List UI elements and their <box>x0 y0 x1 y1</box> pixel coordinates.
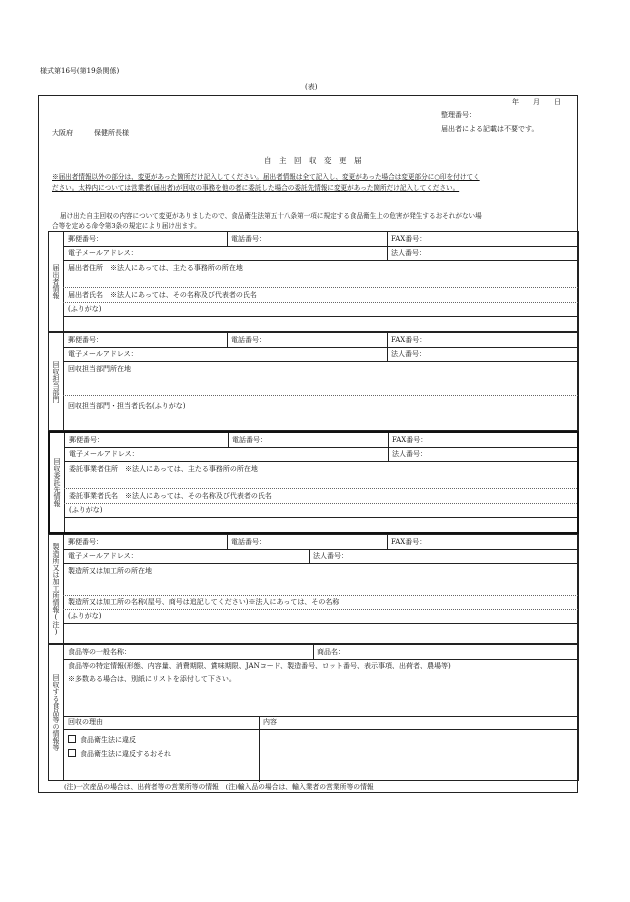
recall-dept-person[interactable]: 回収担当部門・担当者氏名(ふりがな) <box>68 402 186 410</box>
applicant-furigana[interactable]: (ふりがな) <box>68 305 102 313</box>
option-possible-violation[interactable] <box>68 749 171 758</box>
date-field[interactable]: 年 月 日 <box>512 98 561 106</box>
contractor-fax[interactable]: FAX番号： <box>392 436 428 444</box>
applicant-postal[interactable]: 郵便番号： <box>68 235 103 243</box>
page-title: 自 主 回 収 変 更 届 <box>264 156 362 165</box>
applicant-section-label: 届出者情報 <box>52 264 60 299</box>
contractor-email[interactable]: 電子メールアドレス： <box>69 450 139 458</box>
recall-dept-fax[interactable]: FAX番号： <box>391 336 427 344</box>
manufacturer-section-label: 製造所又は加工所情報(注) <box>52 542 60 636</box>
option-possible-violation-label: 食品衛生法に違反するおそれ <box>80 750 171 758</box>
applicant-section <box>48 231 579 332</box>
food-general-name[interactable]: 食品等の一般名称： <box>68 648 131 656</box>
intro-line-1: 届け出た自主回収の内容について変更がありましたので、食品衛生法第五十八条第一項に規定する食品衛生上の危害が発生するおそれがない場 <box>60 212 482 220</box>
possible-violation-checkbox[interactable] <box>68 749 76 757</box>
food-section <box>48 644 579 781</box>
recall-reason-label: 回収の理由 <box>68 718 103 726</box>
notice-line-2: ださい。太枠内については営業者(届出者)が回収の事務を他の者に委託した場合の委託先情報に変更があった箇所だけ記入してください。 <box>52 184 460 192</box>
notice-line-1: ※届出者情報以外の部分は、変更があった箇所だけ記入してください。届出者情報は全て記入し、変更があった場合は変更部分に○印を付けてく <box>52 173 480 181</box>
registration-note: 届出者による記載は不要です。 <box>441 125 539 133</box>
manufacturer-address[interactable]: 製造所又は加工所の所在地 <box>68 567 152 575</box>
contractor-phone[interactable]: 電話番号： <box>232 436 267 444</box>
manufacturer-phone[interactable]: 電話番号： <box>231 538 266 546</box>
manufacturer-email[interactable]: 電子メールアドレス： <box>68 552 138 560</box>
form-number: 様式第16号(第19条関係) <box>40 67 120 75</box>
applicant-address[interactable]: 届出者住所 ※法人にあっては、主たる事務所の所在地 <box>68 264 243 272</box>
side-label: (表) <box>305 83 318 91</box>
contractor-name[interactable]: 委託事業者氏名 ※法人にあっては、その名称及び代表者の氏名 <box>69 492 272 500</box>
recall-dept-address[interactable]: 回収担当部門所在地 <box>68 365 131 373</box>
contractor-address[interactable]: 委託事業者住所 ※法人にあっては、主たる事務所の所在地 <box>69 465 258 473</box>
manufacturer-corp-number[interactable]: 法人番号： <box>313 552 348 560</box>
recall-dept-postal[interactable]: 郵便番号： <box>68 336 103 344</box>
applicant-phone[interactable]: 電話番号： <box>231 235 266 243</box>
recall-dept-email[interactable]: 電子メールアドレス： <box>68 350 138 358</box>
manufacturer-section <box>48 534 579 644</box>
manufacturer-name[interactable]: 製造所又は加工所の名称(屋号、商号は追記してください)※法人にあっては、その名称 <box>68 598 340 606</box>
recall-dept-section <box>48 332 579 431</box>
food-many-note: ※多数ある場合は、別紙にリストを添付して下さい。 <box>68 675 236 683</box>
manufacturer-fax[interactable]: FAX番号： <box>391 538 427 546</box>
food-product-name[interactable]: 商品名： <box>317 648 345 656</box>
manufacturer-furigana[interactable]: (ふりがな) <box>68 612 102 620</box>
manufacturer-postal[interactable]: 郵便番号： <box>68 538 103 546</box>
recall-dept-section-label: 回収担当部門 <box>52 360 60 403</box>
contractor-section-label: 回収委託先情報 <box>53 458 61 507</box>
contractor-furigana[interactable]: (ふりがな) <box>69 506 103 514</box>
intro-line-2: 合等を定める命令第3条の規定により届け出ます。 <box>52 222 201 230</box>
food-specific-info[interactable]: 食品等の特定情報(形態、内容量、消費期限、賞味期限、JANコード、製造番号、ロット番号、表示事項、出荷者、農場等) <box>68 662 451 670</box>
recall-dept-phone[interactable]: 電話番号： <box>231 336 266 344</box>
contractor-section <box>48 431 579 534</box>
applicant-name[interactable]: 届出者氏名 ※法人にあっては、その名称及び代表者の氏名 <box>68 291 257 299</box>
addressee: 大阪府 保健所長様 <box>52 129 129 137</box>
applicant-email[interactable]: 電子メールアドレス： <box>68 249 138 257</box>
applicant-corp-number[interactable]: 法人番号： <box>391 249 426 257</box>
registration-number: 整理番号： <box>441 111 476 119</box>
contractor-postal[interactable]: 郵便番号： <box>69 436 104 444</box>
recall-content-label: 内容 <box>263 718 277 726</box>
option-violation[interactable] <box>68 735 136 744</box>
recall-dept-corp-number[interactable]: 法人番号： <box>391 350 426 358</box>
applicant-fax[interactable]: FAX番号： <box>391 235 427 243</box>
footer-note: (注)一次産品の場合は、出荷者等の営業所等の情報 (注)輸入品の場合は、輸入業者の営業所等の情報 <box>64 783 374 791</box>
food-section-label: 回収する食品等の情報等 <box>52 674 60 751</box>
option-violation-label: 食品衛生法に違反 <box>80 736 136 744</box>
contractor-corp-number[interactable]: 法人番号： <box>392 450 427 458</box>
violation-checkbox[interactable] <box>68 735 76 743</box>
